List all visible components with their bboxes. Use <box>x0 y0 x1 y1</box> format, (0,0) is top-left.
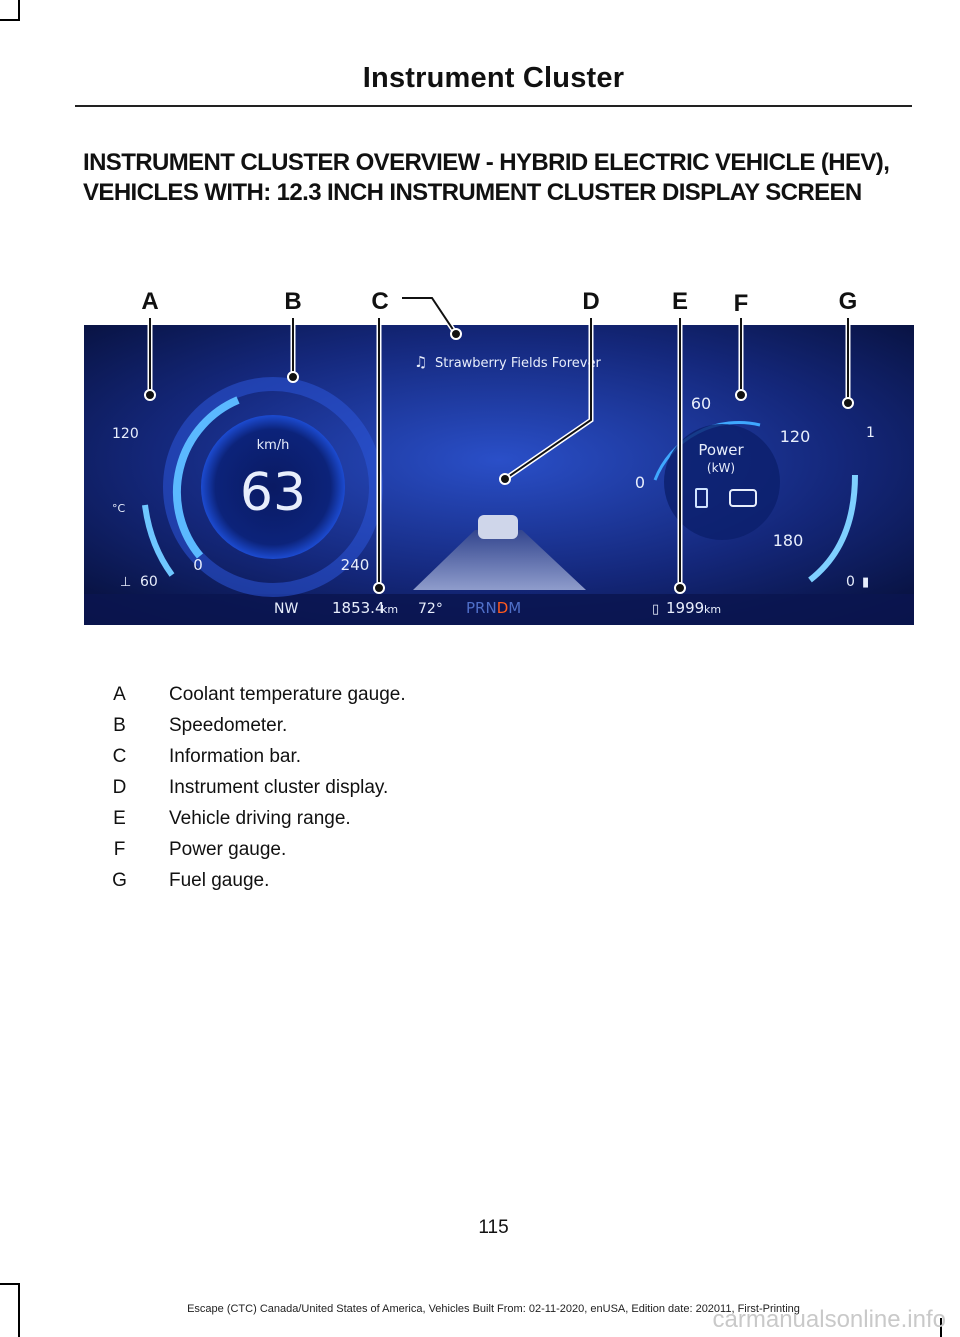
gear-prefix: PRN <box>466 599 497 617</box>
legend-key: B <box>113 715 126 736</box>
legend-desc: Speedometer. <box>169 715 288 736</box>
page-footer: Escape (CTC) Canada/United States of America, Vehicles Built From: 02-11-2020, enUSA, Edition date: 202011, First-Printing <box>187 1303 800 1315</box>
legend-desc: Vehicle driving range. <box>169 808 351 829</box>
callout-label-f: F <box>733 290 749 317</box>
legend-item <box>108 746 406 777</box>
crop-mark <box>18 0 20 20</box>
coolant-icon: ⊥ <box>120 575 132 590</box>
speed-readout: 63 <box>239 463 307 523</box>
odometer-value: 1853.4 <box>332 599 385 617</box>
legend-desc: Coolant temperature gauge. <box>169 684 406 705</box>
gear-active: D <box>496 599 509 617</box>
power-unit: (kW) <box>706 461 736 475</box>
legend-item <box>108 715 406 746</box>
fuel-range-icon: ▯ <box>652 602 660 617</box>
power-60-label: 60 <box>690 394 712 413</box>
legend-key: A <box>113 684 126 705</box>
legend-desc: Fuel gauge. <box>169 870 270 891</box>
crop-mark <box>0 19 20 21</box>
legend-item <box>108 839 406 870</box>
legend-key: G <box>112 870 127 891</box>
callout-label-g: G <box>838 288 858 315</box>
power-120-label: 120 <box>779 427 811 446</box>
instrument-cluster-figure <box>0 270 960 640</box>
compass-heading: NW <box>274 601 299 617</box>
legend-key: C <box>112 746 127 767</box>
callout-label-d: D <box>582 288 600 315</box>
fuel-full-label: 1 <box>866 425 875 441</box>
gear-indicator <box>466 599 521 617</box>
title-divider <box>75 105 912 107</box>
fuel-empty-label: 0 <box>846 574 855 590</box>
legend-key: E <box>113 808 126 829</box>
legend-desc: Power gauge. <box>169 839 287 860</box>
legend-item <box>108 808 406 839</box>
power-0-label: 0 <box>634 473 646 492</box>
driving-range-unit: km <box>704 603 722 616</box>
callout-label-a: A <box>141 288 159 315</box>
coolant-unit-label: °C <box>112 502 126 515</box>
speed-unit: km/h <box>256 438 290 453</box>
legend-item <box>108 684 406 715</box>
power-180-label: 180 <box>772 531 804 550</box>
vehicle-graphic <box>478 515 518 539</box>
legend-item <box>108 870 406 901</box>
page-title: Instrument Cluster <box>362 62 625 94</box>
callout-label-e: E <box>671 288 689 315</box>
legend-desc: Information bar. <box>169 746 302 767</box>
watermark: carmanualsonline.info <box>712 1306 946 1333</box>
media-title: Strawberry Fields Forever <box>435 356 601 371</box>
section-heading: INSTRUMENT CLUSTER OVERVIEW - HYBRID ELECTRIC VEHICLE (HEV), VEHICLES WITH: 12.3 INCH INSTRUMENT CLUSTER DISPLAY SCREEN <box>83 149 890 206</box>
outside-temperature: 72° <box>418 601 443 617</box>
page-number: 115 <box>478 1217 509 1238</box>
speed-min-label: 0 <box>193 556 203 574</box>
coolant-high-label: 120 <box>112 426 139 442</box>
music-note-icon: ♫ <box>414 353 428 371</box>
legend-desc: Instrument cluster display. <box>169 777 389 798</box>
fuel-pump-icon: ▮ <box>862 575 870 590</box>
legend-key: F <box>113 839 126 860</box>
speed-max-label: 240 <box>340 556 370 574</box>
crop-mark <box>0 1283 20 1285</box>
callout-label-c: C <box>371 288 389 315</box>
coolant-low-label: 60 <box>140 574 158 590</box>
callout-label-b: B <box>284 288 302 315</box>
legend-list <box>108 684 406 901</box>
gear-suffix: M <box>508 599 522 617</box>
legend-item <box>108 777 406 808</box>
power-label: Power <box>698 441 744 459</box>
legend-key: D <box>112 777 127 798</box>
driving-range-value: 1999 <box>666 599 705 617</box>
odometer-unit: km <box>381 603 399 616</box>
